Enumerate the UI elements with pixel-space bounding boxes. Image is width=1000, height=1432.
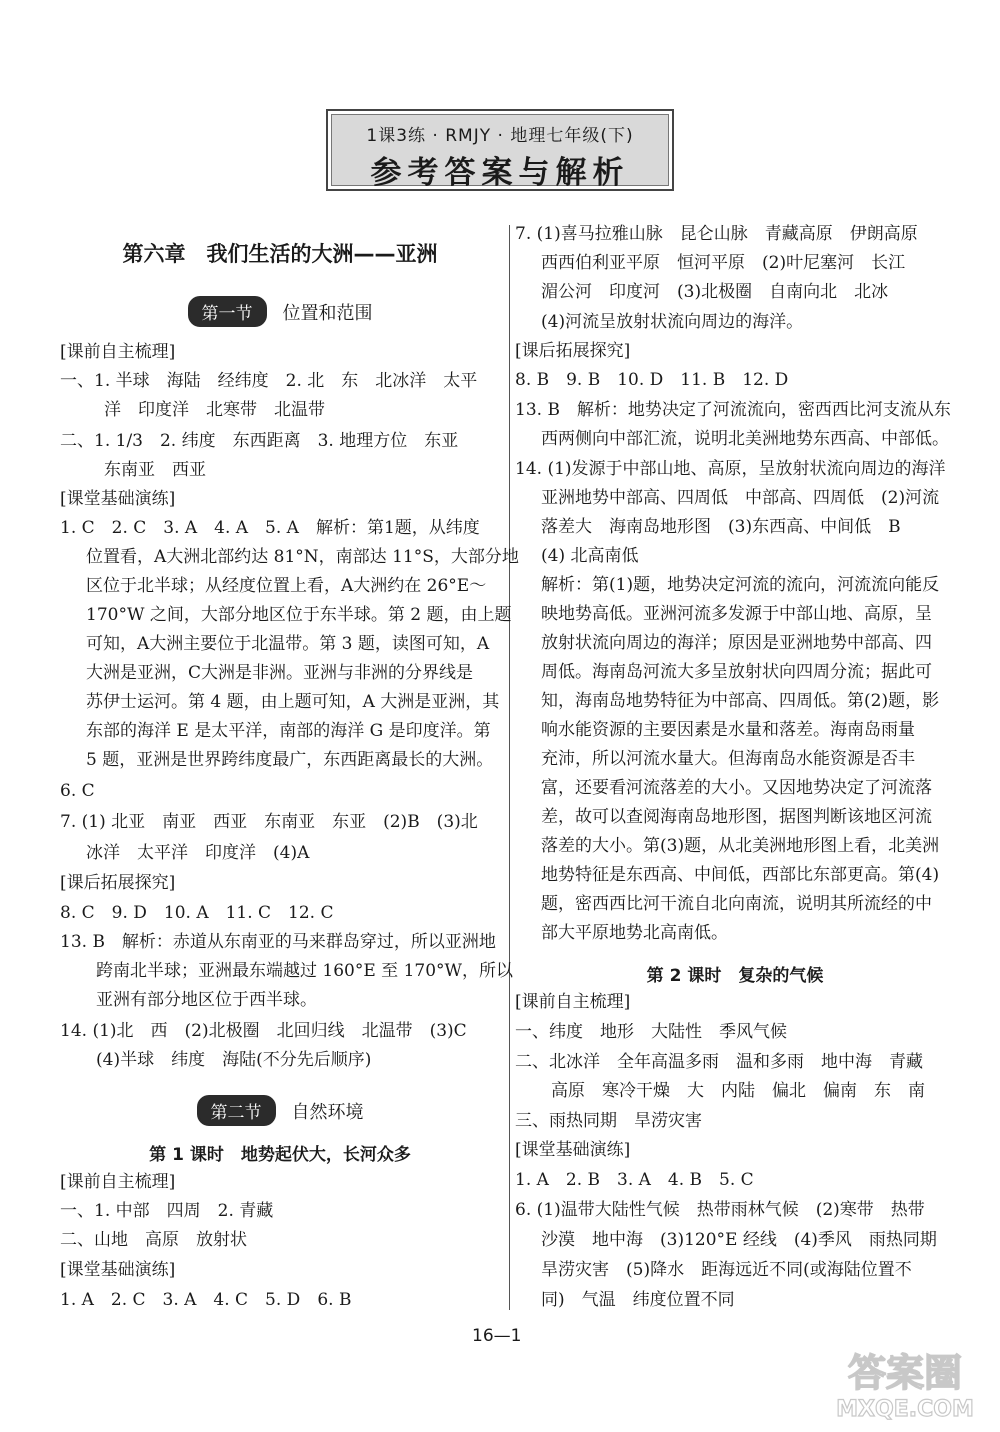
- answer-line: 14. (1)北 西 (2)北极圈 北回归线 北温带 (3)C: [60, 1021, 467, 1041]
- subsection-heading: [课后拓展探究]: [515, 341, 631, 361]
- answer-line: 7. (1)喜马拉雅山脉 昆仑山脉 青藏高原 伊朗高原: [515, 224, 918, 244]
- subsection-heading: [课前自主梳理]: [60, 1172, 176, 1192]
- answer-line: 6. (1)温带大陆性气候 热带雨林气候 (2)寒带 热带: [515, 1200, 925, 1220]
- section-2-heading: [60, 1095, 500, 1126]
- answer-line: 部大平原地势北高南低。: [541, 923, 728, 943]
- section-badge: 第一节: [188, 296, 267, 327]
- answer-line: 1. C 2. C 3. A 4. A 5. A 解析：第1题，从纬度: [60, 518, 480, 538]
- subsection-heading: [课前自主梳理]: [60, 342, 176, 362]
- answer-line: 冰洋 太平洋 印度洋 (4)A: [86, 843, 310, 863]
- subsection-heading: [课堂基础演练]: [60, 1260, 176, 1280]
- subsection-heading: [课后拓展探究]: [60, 873, 176, 893]
- answer-line: 差，故可以查阅海南岛地形图，据图判断该地区河流: [541, 807, 932, 827]
- section-badge: 第二节: [197, 1095, 276, 1126]
- answer-line: 东南亚 西亚: [104, 460, 206, 480]
- answer-line: 充沛，所以河流水量大。但海南岛水能资源是否丰: [541, 749, 915, 769]
- answer-line: 一、1. 半球 海陆 经纬度 2. 北 东 北冰洋 太平: [60, 371, 478, 391]
- answer-line: 1. A 2. B 3. A 4. B 5. C: [515, 1170, 754, 1190]
- answer-line: 14. (1)发源于中部山地、高原，呈放射状流向周边的海洋: [515, 459, 946, 479]
- answer-line: 位置看，A大洲北部约达 81°N，南部达 11°S，大部分地: [86, 547, 519, 567]
- answer-line: (4) 北高南低: [541, 546, 639, 566]
- answer-line: 西两侧向中部汇流，说明北美洲地势东西高、中部低。: [541, 429, 949, 449]
- answer-line: 二、北冰洋 全年高温多雨 温和多雨 地中海 青藏: [515, 1052, 923, 1072]
- answer-line: 8. C 9. D 10. A 11. C 12. C: [60, 903, 334, 923]
- answer-line: 高原 寒冷干燥 大 内陆 偏北 偏南 东 南: [551, 1081, 925, 1101]
- answer-line: 二、山地 高原 放射状: [60, 1230, 247, 1250]
- subsection-heading: [课堂基础演练]: [60, 489, 176, 509]
- answer-line: 西西伯利亚平原 恒河平原 (2)叶尼塞河 长江: [541, 253, 906, 273]
- answer-line: 区位于北半球；从经度位置上看，A大洲约在 26°E～: [86, 576, 487, 596]
- answer-line: 6. C: [60, 781, 95, 801]
- title-banner: [326, 109, 674, 191]
- answer-line: 放射状流向周边的海洋；原因是亚洲地势中部高、四: [541, 633, 932, 653]
- answer-line: 富，还要看河流落差的大小。又因地势决定了河流落: [541, 778, 932, 798]
- answer-line: 沙漠 地中海 (3)120°E 经线 (4)季风 雨热同期: [541, 1230, 937, 1250]
- answer-line: 可知，A大洲主要位于北温带。第 3 题，读图可知，A: [86, 634, 490, 654]
- answer-line: 苏伊士运河。第 4 题，由上题可知，A 大洲是亚洲，其: [86, 692, 500, 712]
- subsection-heading: [课堂基础演练]: [515, 1140, 631, 1160]
- answer-line: 二、1. 1/3 2. 纬度 东西距离 3. 地理方位 东亚: [60, 431, 459, 451]
- answer-line: 响水能资源的主要因素是水量和落差。海南岛雨量: [541, 720, 915, 740]
- book-subtitle: 1课3练 · RMJY · 地理七年级(下): [366, 126, 634, 146]
- answer-line: 三、雨热同期 旱涝灾害: [515, 1111, 702, 1131]
- answer-line: 洋 印度洋 北寒带 北温带: [104, 400, 325, 420]
- answer-line: 一、1. 中部 四周 2. 青藏: [60, 1201, 274, 1221]
- answer-line: 知，海南岛地势特征为中部高、四周低。第(2)题，影: [541, 691, 940, 711]
- lesson-title: 第 2 课时 复杂的气候: [646, 966, 824, 986]
- answer-line: (4)河流呈放射状流向周边的海洋。: [541, 312, 804, 332]
- section-name: 位置和范围: [282, 302, 373, 324]
- answer-line: 5 题，亚洲是世界跨纬度最广，东西距离最长的大洲。: [86, 750, 494, 770]
- answer-line: 东部的海洋 E 是太平洋，南部的海洋 G 是印度洋。第: [86, 721, 491, 741]
- answer-line: 一、纬度 地形 大陆性 季风气候: [515, 1022, 787, 1042]
- answer-line: 1. A 2. C 3. A 4. C 5. D 6. B: [60, 1290, 352, 1310]
- answer-line: 落差的大小。第(3)题，从北美洲地形图上看，北美洲: [541, 836, 940, 856]
- subsection-heading: [课前自主梳理]: [515, 992, 631, 1012]
- page-number: 16—1: [472, 1326, 522, 1346]
- column-divider: [509, 225, 510, 1310]
- answer-line: 170°W 之间，大部分地区位于东半球。第 2 题，由上题: [86, 605, 512, 625]
- watermark-text: 答案圈: [847, 1351, 963, 1395]
- answer-line: 地势特征是东西高、中间低，西部比东部更高。第(4): [541, 865, 940, 885]
- answer-line: 解析：第(1)题，地势决定河流的流向，河流流向能反: [541, 575, 940, 595]
- chapter-title: 第六章 我们生活的大洲——亚洲: [122, 242, 438, 266]
- answer-line: (4)半球 纬度 海陆(不分先后顺序): [96, 1050, 372, 1070]
- answer-line: 8. B 9. B 10. D 11. B 12. D: [515, 370, 789, 390]
- lesson-title: 第 1 课时 地势起伏大，长河众多: [149, 1145, 411, 1165]
- answer-line: 亚洲地势中部高、四周低 中部高、四周低 (2)河流: [541, 488, 940, 508]
- answer-line: 7. (1) 北亚 南亚 西亚 东南亚 东亚 (2)B (3)北: [60, 812, 478, 832]
- answer-line: 亚洲有部分地区位于西半球。: [96, 990, 317, 1010]
- answer-line: 同) 气温 纬度位置不同: [541, 1290, 735, 1310]
- answer-line: 题，密西西比河干流自北向南流，说明其所流经的中: [541, 894, 932, 914]
- page-title: 参考答案与解析: [370, 155, 630, 191]
- answer-line: 映地势高低。亚洲河流多发源于中部山地、高原，呈: [541, 604, 932, 624]
- answer-line: 大洲是亚洲，C大洲是非洲。亚洲与非洲的分界线是: [86, 663, 474, 683]
- answer-line: 旱涝灾害 (5)降水 距海远近不同(或海陆位置不: [541, 1260, 912, 1280]
- answer-line: 13. B 解析：地势决定了河流流向，密西西比河支流从东: [515, 400, 951, 420]
- section-1-heading: [60, 296, 500, 327]
- section-name: 自然环境: [291, 1101, 364, 1123]
- watermark-url: MXQE.COM: [836, 1397, 974, 1422]
- answer-line: 落差大 海南岛地形图 (3)东西高、中间低 B: [541, 517, 901, 537]
- watermark-logo: [820, 1340, 990, 1425]
- answer-line: 湄公河 印度河 (3)北极圈 自南向北 北冰: [541, 282, 889, 302]
- answer-line: 13. B 解析：赤道从东南亚的马来群岛穿过，所以亚洲地: [60, 932, 496, 952]
- answer-line: 周低。海南岛河流大多呈放射状向四周分流；据此可: [541, 662, 932, 682]
- answer-line: 跨南北半球；亚洲最东端越过 160°E 至 170°W，所以: [96, 961, 513, 981]
